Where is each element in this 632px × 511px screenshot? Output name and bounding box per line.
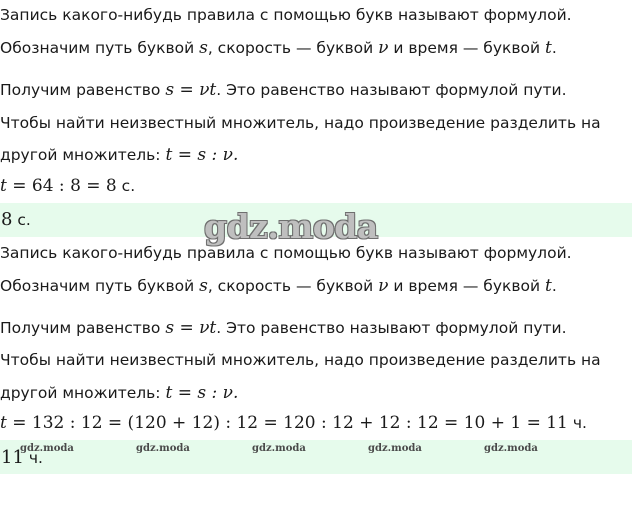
s1-l2-mid1: , скорость — буквой [207, 39, 379, 57]
s1-line-1-text: Запись какого-нибудь правила с помощью букв называют формулой. [0, 6, 572, 24]
s1-l2-pre: Обозначим путь буквой [0, 39, 200, 57]
s2-calc-var: t [0, 413, 7, 433]
s1-calculation [0, 176, 135, 196]
s2-calc-expr: = 132 : 12 = (120 + 12) : 12 = 120 : 12 + 12 : 12 = 10 + 1 = 11 [6, 413, 568, 433]
s1-answer [1, 209, 31, 230]
s1-l3-post: . Это равенство называют формулой пути. [216, 81, 567, 99]
s2-answer-value: 11 [1, 447, 24, 468]
small-watermark: gdz.moda [368, 443, 422, 454]
s2-var-s: s [199, 276, 208, 296]
s1-answer-unit: с. [12, 211, 31, 229]
s1-formula-time: t = s : ν. [165, 145, 239, 165]
s2-l2-pre: Обозначим путь буквой [0, 277, 200, 295]
s1-l5-pre: другой множитель: [0, 146, 166, 164]
s2-line-5 [0, 383, 238, 403]
s1-formula-path: s = νt [165, 80, 217, 100]
s1-line-3 [0, 80, 567, 100]
s2-line-2 [0, 276, 557, 296]
s2-line-3 [0, 318, 567, 338]
s2-l2-end: . [551, 277, 557, 295]
s2-answer-unit: ч. [23, 449, 43, 467]
s2-l3-post: . Это равенство называют формулой пути. [216, 319, 567, 337]
s2-l3-pre: Получим равенство [0, 319, 166, 337]
small-watermark: gdz.moda [136, 443, 190, 454]
s1-calc-var: t [0, 176, 7, 196]
s1-line-2 [0, 38, 557, 58]
s1-line-1 [0, 6, 572, 24]
s1-calc-unit: с. [116, 177, 136, 195]
s1-calc-expr: = 64 : 8 = 8 [6, 176, 117, 196]
s2-var-v: ν [378, 276, 389, 296]
s2-formula-time: t = s : ν. [165, 383, 239, 403]
s2-var-t: t [544, 276, 552, 296]
s2-line-4 [0, 351, 601, 369]
small-watermark: gdz.moda [484, 443, 538, 454]
s1-l2-end: . [551, 39, 557, 57]
s1-l3-pre: Получим равенство [0, 81, 166, 99]
s1-answer-value: 8 [1, 209, 13, 230]
s1-line-5 [0, 145, 238, 165]
s1-var-s: s [199, 38, 208, 58]
s1-var-v: ν [378, 38, 389, 58]
s2-calculation [0, 413, 587, 433]
small-watermark: gdz.moda [252, 443, 306, 454]
s2-formula-path: s = νt [165, 318, 217, 338]
small-watermark: gdz.moda [20, 443, 74, 454]
s2-calc-unit: ч. [567, 414, 587, 432]
s2-line-4-text: Чтобы найти неизвестный множитель, надо произведение разделить на [0, 351, 601, 369]
s2-line-1-text: Запись какого-нибудь правила с помощью букв называют формулой. [0, 244, 572, 262]
s1-var-t: t [544, 38, 552, 58]
s2-l2-mid2: и время — буквой [388, 277, 545, 295]
s1-l2-mid2: и время — буквой [388, 39, 545, 57]
s1-line-4 [0, 114, 601, 132]
gdz-logo-watermark: gdz.moda [204, 207, 378, 246]
s2-line-1 [0, 244, 572, 262]
s2-l2-mid1: , скорость — буквой [207, 277, 379, 295]
s2-l5-pre: другой множитель: [0, 384, 166, 402]
s1-line-4-text: Чтобы найти неизвестный множитель, надо произведение разделить на [0, 114, 601, 132]
